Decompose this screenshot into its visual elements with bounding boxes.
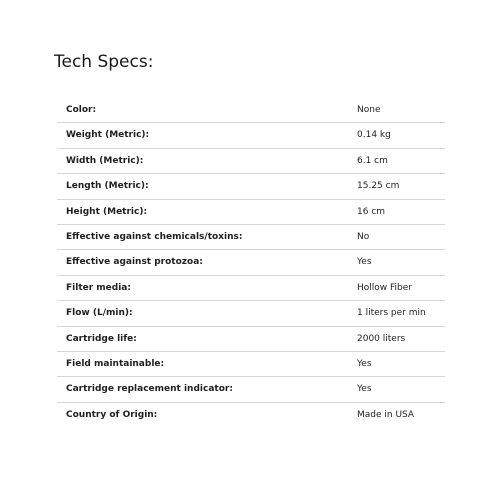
spec-label: Color:: [66, 105, 97, 115]
spec-value: Yes: [357, 358, 372, 369]
spec-row-height: [57, 200, 445, 225]
spec-value: Yes: [357, 384, 372, 395]
spec-value: 6.1 cm: [357, 155, 388, 166]
spec-value: 15.25 cm: [357, 181, 400, 192]
spec-value: Yes: [357, 257, 372, 268]
spec-label: Effective against chemicals/toxins:: [66, 231, 243, 242]
spec-label: Field maintainable:: [66, 358, 165, 369]
spec-row-color: [57, 98, 445, 123]
spec-label: Cartridge life:: [66, 333, 137, 344]
spec-value: 1 liters per min: [357, 308, 426, 319]
spec-value: No: [357, 231, 370, 242]
spec-value: Hollow Fiber: [357, 282, 412, 293]
spec-label: Width (Metric):: [66, 155, 144, 166]
spec-row-width: [57, 149, 445, 174]
spec-row-protozoa: [57, 250, 445, 275]
spec-row-flow: [57, 301, 445, 326]
spec-label: Length (Metric):: [66, 181, 149, 192]
spec-label: Country of Origin:: [66, 409, 158, 420]
spec-row-cartridge-life: [57, 327, 445, 352]
spec-value: None: [357, 105, 381, 115]
spec-label: Height (Metric):: [66, 206, 148, 217]
spec-row-field-maintainable: [57, 352, 445, 377]
spec-row-replacement-indicator: [57, 377, 445, 402]
spec-label: Effective against protozoa:: [66, 257, 203, 268]
spec-row-country-of-origin: [57, 403, 445, 428]
spec-label: Flow (L/min):: [66, 308, 133, 319]
spec-value: 2000 liters: [357, 333, 406, 344]
page-title: Tech Specs:: [54, 52, 154, 72]
spec-row-chemicals: [57, 225, 445, 250]
spec-value: 16 cm: [357, 206, 386, 217]
specs-table: [57, 98, 445, 428]
spec-label: Filter media:: [66, 282, 131, 293]
spec-label: Weight (Metric):: [66, 130, 150, 141]
spec-row-filter-media: [57, 276, 445, 301]
spec-row-length: [57, 174, 445, 199]
spec-value: 0.14 kg: [357, 130, 391, 141]
spec-label: Cartridge replacement indicator:: [66, 384, 233, 395]
spec-value: Made in USA: [357, 409, 415, 420]
spec-row-weight: [57, 123, 445, 148]
